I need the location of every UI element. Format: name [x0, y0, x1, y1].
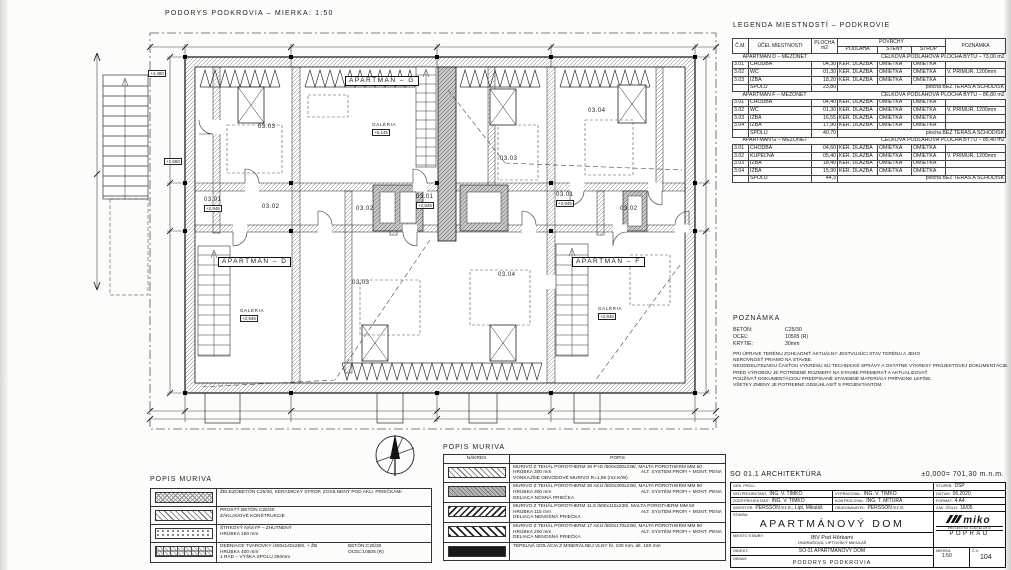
elevation-label: +2,945 — [600, 314, 614, 319]
miesto-label: MIESTO STAVBY: — [733, 534, 764, 538]
note-line: VŠETKY ZMENY JE POTREBNÉ ODSÚHLASIŤ S PROJEKTANTOM. — [733, 383, 883, 389]
datum-elevation: ±0,000= 701,30 m.n.m. — [921, 471, 1004, 478]
cell: 3.04 — [733, 168, 749, 176]
table-row — [444, 522, 726, 542]
legend-header-row — [733, 39, 1006, 47]
stavba-cell — [731, 511, 933, 532]
room-label: 03.04 — [498, 272, 516, 278]
cell — [733, 84, 749, 92]
room-label: 03.03 — [258, 124, 276, 130]
cell: IZBA — [749, 76, 812, 84]
miko-logo — [936, 515, 1003, 527]
datum-label: DÁTUM: — [936, 491, 951, 496]
alt-note: ALT. SYSTÉM PROFI + MONT. PENA — [640, 529, 722, 535]
cell — [946, 122, 1006, 130]
table-row — [151, 489, 432, 507]
cell: IZBA — [749, 122, 812, 130]
cell: KER. DLAŽBA — [838, 152, 878, 160]
table-row — [733, 61, 1006, 69]
room-label: 03.01 — [204, 197, 222, 203]
room-label: 03.02 — [356, 206, 374, 212]
cell: OMIETKA — [878, 168, 912, 176]
cell: plocha BEZ TERÁS A SCHODÍSK — [838, 175, 1006, 183]
objednavatel-label: OBJEDNÁVATEĽ: — [835, 505, 866, 510]
zak-cislo-label: ZÁK. ČÍSLO: — [936, 505, 958, 510]
col-plocha-l2: m2 — [821, 45, 828, 52]
table-row — [733, 99, 1006, 107]
section-name: APARTMÁN F – MEZONET — [733, 92, 838, 100]
cell: 3.02 — [733, 69, 749, 77]
scan-edge-left — [0, 0, 8, 570]
wall-desc: DELIACA NENOSNÁ PRIEČKA — [513, 515, 581, 521]
format-value: 4 A4 — [954, 497, 965, 504]
apartment-label-d: APARTMÁN – D — [218, 257, 291, 267]
room-label: 03.02 — [262, 204, 280, 210]
cell: CHODBA — [749, 145, 812, 153]
cell: KER. DLAŽBA — [838, 160, 878, 168]
cell — [946, 99, 1006, 107]
gen-proj-cell — [731, 483, 933, 490]
investor-label: INVESTOR: — [733, 505, 754, 510]
stavba-label: STAVBA: — [733, 512, 749, 517]
zodp-label: ZODP.PROJEKTANT: — [733, 498, 770, 503]
wall-desc: DELIACA NOSNÁ PRIEČKA — [513, 495, 575, 501]
wall-desc: MURIVO Z TEHÁL POROTHERM 11,5 /500x115x238/, MALTA POROTHERM MM 50 — [513, 504, 695, 510]
cv-value: 104 — [980, 554, 992, 562]
col-ucel: ÚČEL MIESTNOSTI — [749, 39, 812, 54]
table-row — [733, 107, 1006, 115]
wall-desc: HRÚBKA 300 mm — [513, 470, 552, 476]
cell: KER. DLAŽBA — [838, 99, 878, 107]
cell: KER. DLAŽBA — [838, 145, 878, 153]
cell: 3.02 — [733, 107, 749, 115]
col-povrchy: POVRCHY — [838, 39, 946, 47]
cell: WC — [749, 107, 812, 115]
cell: 04,60 — [812, 145, 838, 153]
obsah-cell — [731, 555, 933, 567]
logo-stripes-icon — [948, 515, 962, 526]
cell: 3.03 — [733, 114, 749, 122]
section-header — [733, 92, 1006, 100]
cell: V. PRÍMUR, 1200mm — [946, 69, 1006, 77]
cell: SPOLU — [749, 175, 812, 183]
cell: 3.02 — [733, 152, 749, 160]
cell: OMIETKA — [912, 152, 946, 160]
format-cell — [933, 497, 1005, 504]
col-popis: POPIS — [510, 455, 726, 464]
material-desc: ŠTRKOVÝ NÁSYP – ZHUTNENÝ — [220, 526, 292, 531]
objednavatel-value: PERSSON s.r.o. — [867, 504, 905, 511]
title-block — [730, 482, 1006, 568]
room-label: 03.01 — [416, 194, 434, 200]
cell: 16,55 — [812, 114, 838, 122]
hatch-swatch-diagonal-bold — [448, 526, 506, 537]
cell: OMIETKA — [912, 145, 946, 153]
cell — [946, 160, 1006, 168]
section-name: APARTMÁN G – MEZONET — [733, 137, 838, 145]
material-desc: ZÁKLADOVÉ KONŠTRUKCIE — [220, 513, 285, 519]
cell: 3.01 — [733, 61, 749, 69]
cell: V. PRÍMUR, 1200mm — [946, 152, 1006, 160]
col-poznamka: POZNÁMKA — [946, 39, 1006, 54]
cell — [946, 114, 1006, 122]
cell: OMIETKA — [878, 152, 912, 160]
hatch-swatch-zigzag — [448, 506, 506, 517]
popis-mid-table — [443, 454, 726, 561]
cell: 23,80 — [812, 84, 838, 92]
krytie-label: KRYTIE: — [733, 341, 754, 347]
cell: 01,30 — [812, 107, 838, 115]
table-row — [733, 160, 1006, 168]
wall-desc: MURIVO Z TEHÁL POROTHERM 17 AKU /500x170x238/, MALTA POROTHERM MM 50 — [513, 523, 703, 529]
col-plocha — [812, 39, 838, 54]
section-name: APARTMÁN D – MEZONET — [733, 54, 838, 62]
cell: 01,30 — [812, 69, 838, 77]
cell: KER. DLAŽBA — [838, 61, 878, 69]
cell: 40,70 — [812, 130, 838, 138]
ved-label: VED.PROJEKTANT: — [733, 491, 768, 496]
hatch-swatch-blocks — [155, 546, 213, 557]
room-label: 03.02 — [620, 206, 638, 212]
cell — [946, 168, 1006, 176]
cell: 3.04 — [733, 122, 749, 130]
kontroloval-cell — [832, 497, 933, 504]
table-header-row — [444, 455, 726, 464]
material-desc: HRÚBKA 150 mm — [220, 531, 259, 537]
cell: WC — [749, 69, 812, 77]
ocel-value: 10505 (R) — [362, 549, 384, 555]
ocel-label: OCEĽ: — [733, 334, 749, 340]
col-podlaha: PODLAHA — [838, 46, 878, 54]
table-row — [151, 543, 432, 563]
cell: 44,3 — [812, 175, 838, 183]
elevation-label: +5,145 — [374, 130, 388, 135]
section-code: SO 01.1 ARCHITEKTÚRA — [730, 471, 822, 478]
cell: OMIETKA — [878, 122, 912, 130]
cell: 05,40 — [812, 152, 838, 160]
wall-desc: HRÚBKA 200 mm — [513, 529, 552, 535]
galeria-label: GALÉRIA — [372, 122, 397, 127]
popis-left-title: POPIS MURIVA — [150, 476, 213, 483]
table-row — [733, 69, 1006, 77]
gen-proj-label: GEN. PROJ.: — [733, 483, 756, 488]
alt-note: ALT. SYSTÉM PROFI + MONT. PENA — [640, 470, 722, 476]
cell: plocha BEZ TERÁS A SCHODÍSK — [838, 130, 1006, 138]
zak-cislo-value: 16/05 — [959, 504, 973, 511]
material-desc: PROSTÝ BETÓN C25/30 — [220, 508, 275, 513]
ocel-value: 10505 (R) — [785, 334, 809, 340]
total-row — [733, 175, 1006, 183]
material-desc: DEBNIACE TVAROVKY /400x140x250/, + ŽB — [220, 544, 318, 549]
cell — [733, 175, 749, 183]
cell: CHODBA — [749, 61, 812, 69]
ved-value: ING. V. TIMKO — [769, 490, 803, 497]
poznamka-materials — [733, 327, 808, 348]
cell: V. PRÍMUR, 1200mm — [946, 107, 1006, 115]
beton-label: BETÓN: — [733, 327, 753, 333]
legend-table — [732, 38, 1006, 183]
alt-note: ALT. SYSTÉM PROFI + MONT. PENA — [640, 509, 722, 515]
hatch-swatch-crosshatch — [155, 492, 213, 503]
cell — [946, 145, 1006, 153]
col-nakres: NÁKRES — [444, 455, 510, 464]
cell: OMIETKA — [912, 69, 946, 77]
cell: OMIETKA — [912, 168, 946, 176]
beton-value: C25/30 — [785, 327, 802, 333]
material-desc: ŽELEZOBETÓN C25/30, KERAMICKÝ STROP, ZOSILNENÝ POD AKU. PRIEČKAMI — [220, 490, 402, 495]
cell: KÚPEĽŇA — [749, 152, 812, 160]
cell — [733, 130, 749, 138]
cell: IZBA — [749, 160, 812, 168]
page-title: PODORYS PODKROVIA – MIERKA: 1:50 — [165, 10, 334, 17]
table-row — [733, 152, 1006, 160]
vypracoval-cell — [832, 490, 933, 497]
stupen-label: STUPEŇ: — [936, 483, 953, 488]
cell: OMIETKA — [878, 61, 912, 69]
hatch-swatch-gray — [448, 486, 506, 497]
objekt-cell — [731, 547, 933, 555]
cv-label: Č.V. — [972, 548, 980, 553]
cell: OMIETKA — [878, 114, 912, 122]
material-spec — [348, 544, 428, 555]
wall-desc: DELIACA NENOSNÁ PRIEČKA — [513, 535, 581, 541]
elevation-label: +4,480 — [150, 71, 164, 76]
cv-cell — [969, 547, 1005, 567]
dormer-stubs — [205, 393, 600, 423]
room-label: 03.03 — [500, 156, 518, 162]
apartment-label-g: APARTMÁN – G — [345, 76, 419, 86]
cell: 3.03 — [733, 76, 749, 84]
table-row — [733, 145, 1006, 153]
objednavatel-cell — [832, 504, 933, 511]
miesto-line2: ONDRAŠOVÁ, LIPTOVSKÝ MIKULÁŠ — [797, 539, 867, 545]
col-plocha-l1: PLOCHA — [814, 40, 835, 47]
room-label: 03.04 — [588, 108, 606, 114]
galeria-label: GALÉRIA — [598, 306, 623, 311]
elevation-label: +2,660 — [166, 159, 180, 164]
cell: OMIETKA — [912, 107, 946, 115]
vypracoval-label: VYPRACOVAL: — [835, 491, 862, 496]
total-row — [733, 84, 1006, 92]
legend-title: LEGENDA MIESTNOSTÍ – PODKROVIE — [733, 22, 891, 29]
cell: KER. DLAŽBA — [838, 76, 878, 84]
cell: 3.01 — [733, 99, 749, 107]
obsah-label: OBSAH: — [733, 556, 748, 561]
hatch-swatch-diagonal — [155, 510, 213, 521]
table-row — [151, 507, 432, 525]
table-row — [733, 114, 1006, 122]
cell: CHODBA — [749, 99, 812, 107]
cell: SPOLU — [749, 84, 812, 92]
cell: 04,40 — [812, 99, 838, 107]
miesto-cell — [731, 532, 933, 547]
table-row — [733, 168, 1006, 176]
logo-subtitle: PROJEKČNÁ KANCELÁRIA — [936, 526, 1003, 531]
section-header — [733, 137, 1006, 145]
north-compass-icon — [376, 434, 414, 476]
cell: IZBA — [749, 114, 812, 122]
wall-desc: MURIVO Z TEHÁL POROTHERM 30 P+D /500x300x238/, MALTA POROTHERM MM 50 — [513, 464, 702, 470]
cell: 18,20 — [812, 76, 838, 84]
section-header — [733, 54, 1006, 62]
table-row — [444, 503, 726, 523]
apartment-label-f: APARTMÁN – F — [572, 257, 645, 267]
material-desc: 1 RAD – VÝŠKA SPOLU 250mm — [220, 555, 291, 561]
cell: KER. DLAŽBA — [838, 114, 878, 122]
obsah-value: PODORYS PODKROVIA — [792, 559, 872, 566]
total-row — [733, 130, 1006, 138]
cell: IZBA — [749, 168, 812, 176]
section-note: CELKOVÁ PODLAHOVÁ PLOCHA BYTU – 86,80 m2 — [838, 92, 1006, 100]
cell: OMIETKA — [878, 76, 912, 84]
logo-city: POPRAD — [949, 531, 990, 538]
cell: 3.03 — [733, 160, 749, 168]
note-line: NEROVNOSŤ PRIAMO NA STAVBE. — [733, 358, 813, 364]
datum-cell — [933, 490, 1005, 497]
beton-value: C25/30 — [365, 544, 382, 549]
table-row — [151, 525, 432, 543]
cell: 15,90 — [812, 168, 838, 176]
table-row — [444, 463, 726, 483]
cell: OMIETKA — [912, 160, 946, 168]
vypracoval-value: ING. V. TIMKO — [863, 490, 897, 497]
datum-value: 06.2020 — [952, 490, 971, 497]
poznamka-title: POZNÁMKA — [733, 315, 781, 322]
cell: SPOLU — [749, 130, 812, 138]
note-line: POUŽÍVAŤ DOKUMENTÁCIOU PREDPÍSANÉ STAVEBNÉ MATERIÁLY PRÍPADNE LEPŠIE. — [733, 376, 932, 382]
cell: OMIETKA — [912, 76, 946, 84]
zak-cislo-cell — [933, 504, 1005, 511]
note-line: NEODDELITEĽNOU ČASŤOU VÝKRESU SÚ TECHNICKÉ SPRÁVY A OSTATNÉ VÝKRESY PROJEKTOVEJ DOKUMENTÁCIE. — [733, 364, 1009, 370]
alt-note: ALT. SYSTÉM PROFI + MONT. PENA — [640, 489, 722, 495]
investor-cell — [731, 504, 832, 511]
cell: OMIETKA — [878, 99, 912, 107]
zodp-cell — [731, 497, 832, 504]
wall-desc: TEPELNÁ IZOLÁCIA Z MINERÁLNEJ VLNY hr. 100 mm, alt. 150 mm — [513, 543, 661, 549]
wall-desc: HRÚBKA 115 mm — [513, 509, 552, 515]
cell: OMIETKA — [878, 145, 912, 153]
cell: 3.01 — [733, 145, 749, 153]
mierka-label: MIERKA — [936, 548, 951, 553]
logo-name: miko — [963, 514, 991, 526]
galeria-label: GALÉRIA — [240, 308, 265, 313]
col-strop: STROP — [912, 46, 946, 54]
wall-desc: MURIVO Z TEHÁL POROTHERM 30 AKU /500x300x238/, MALTA POROTHERM MM 50 — [513, 484, 703, 490]
ved-cell — [731, 490, 832, 497]
col-cm: Č.M. — [733, 39, 749, 54]
zodp-value: ING. V. TIMKO — [771, 497, 805, 504]
stupen-value: DSP — [954, 483, 965, 489]
cell: OMIETKA — [878, 69, 912, 77]
cell: KER. DLAŽBA — [838, 122, 878, 130]
cell: OMIETKA — [912, 99, 946, 107]
logo-cell — [933, 511, 1005, 547]
cell — [946, 76, 1006, 84]
cell: KER. DLAŽBA — [838, 168, 878, 176]
investor-value: PERSSON s.r.o., Lipt. Mikuláš — [755, 504, 823, 511]
wall-desc: VONKAJŠIE OBVODOVÉ MURIVO R=1,85 (m2.K/W) — [513, 475, 628, 481]
mierka-value: 1:50 — [942, 553, 952, 560]
cell: OMIETKA — [912, 61, 946, 69]
note-line: PRED VÝROBOU JE POTREBNÉ ROZMERY NA STAVBE PREMERAŤ A AKTUALIZOVAŤ. — [733, 370, 929, 376]
cell: OMIETKA — [878, 160, 912, 168]
elevation-label: +2,945 — [206, 206, 220, 211]
cell: 18,40 — [812, 160, 838, 168]
ocel-label: OCEĽ: — [348, 549, 363, 555]
cell: OMIETKA — [912, 114, 946, 122]
krytie-value: 30mm — [785, 341, 800, 347]
wall-desc: HRÚBKA 300 mm — [513, 489, 552, 495]
cell: 17,90 — [812, 122, 838, 130]
popis-mid-title: POPIS MURIVA — [443, 444, 506, 451]
section-note: CELKOVÁ PODLAHOVÁ PLOCHA BYTU – 73,00 m2 — [838, 54, 1006, 62]
elevation-label: +2,945 — [242, 316, 256, 321]
room-label: 03.03 — [352, 280, 370, 286]
note-line: PRI ÚPRAVE TERÉNU ZOHĽADNIŤ AKTUÁLNY JESTVUJÚCI STAV TERÉNU A JEHO — [733, 352, 921, 357]
col-steny: STENY — [878, 46, 912, 54]
beton-label: BETÓN: — [348, 544, 366, 549]
table-row — [733, 122, 1006, 130]
stupen-cell — [933, 483, 1005, 490]
miesto-line1: IBV Pod Hôrkami — [810, 534, 854, 541]
kontroloval-label: KONTROLOVAL: — [835, 498, 865, 503]
building-name: APARTMÁNOVÝ DOM — [759, 518, 905, 531]
hatch-swatch-gravel — [155, 528, 213, 539]
elevation-label: +2,945 — [558, 201, 572, 206]
table-row — [444, 542, 726, 560]
cell: 04,30 — [812, 61, 838, 69]
table-row — [733, 76, 1006, 84]
cell: plocha BEZ TERÁS A SCHODÍSK — [838, 84, 1006, 92]
cell — [946, 61, 1006, 69]
room-label: 03.01 — [556, 192, 574, 198]
elevation-label: +2,945 — [418, 203, 432, 208]
kontroloval-value: ING. T. MITURA — [866, 497, 903, 504]
hatch-swatch-diagonal — [448, 467, 506, 478]
hatch-swatch-solid — [448, 546, 506, 557]
titleblock-header — [730, 471, 1004, 478]
cell: OMIETKA — [912, 122, 946, 130]
cell: KER. DLAŽBA — [838, 69, 878, 77]
section-note: CELKOVÁ PODLAHOVÁ PLOCHA BYTU – 85,40 m2 — [838, 137, 1006, 145]
format-label: FORMÁT: — [936, 498, 953, 503]
popis-left-table — [150, 488, 432, 563]
material-desc: HRÚBKA 400 mm — [220, 549, 259, 555]
mierka-cell — [933, 547, 969, 567]
table-row — [444, 483, 726, 503]
cell: OMIETKA — [878, 107, 912, 115]
cell: KER. DLAŽBA — [838, 107, 878, 115]
objekt-value: SO 01 APARTMÁNOVÝ DOM — [798, 547, 866, 554]
poznamka-text — [733, 352, 1009, 389]
objekt-label: OBJEKT: — [733, 548, 749, 553]
